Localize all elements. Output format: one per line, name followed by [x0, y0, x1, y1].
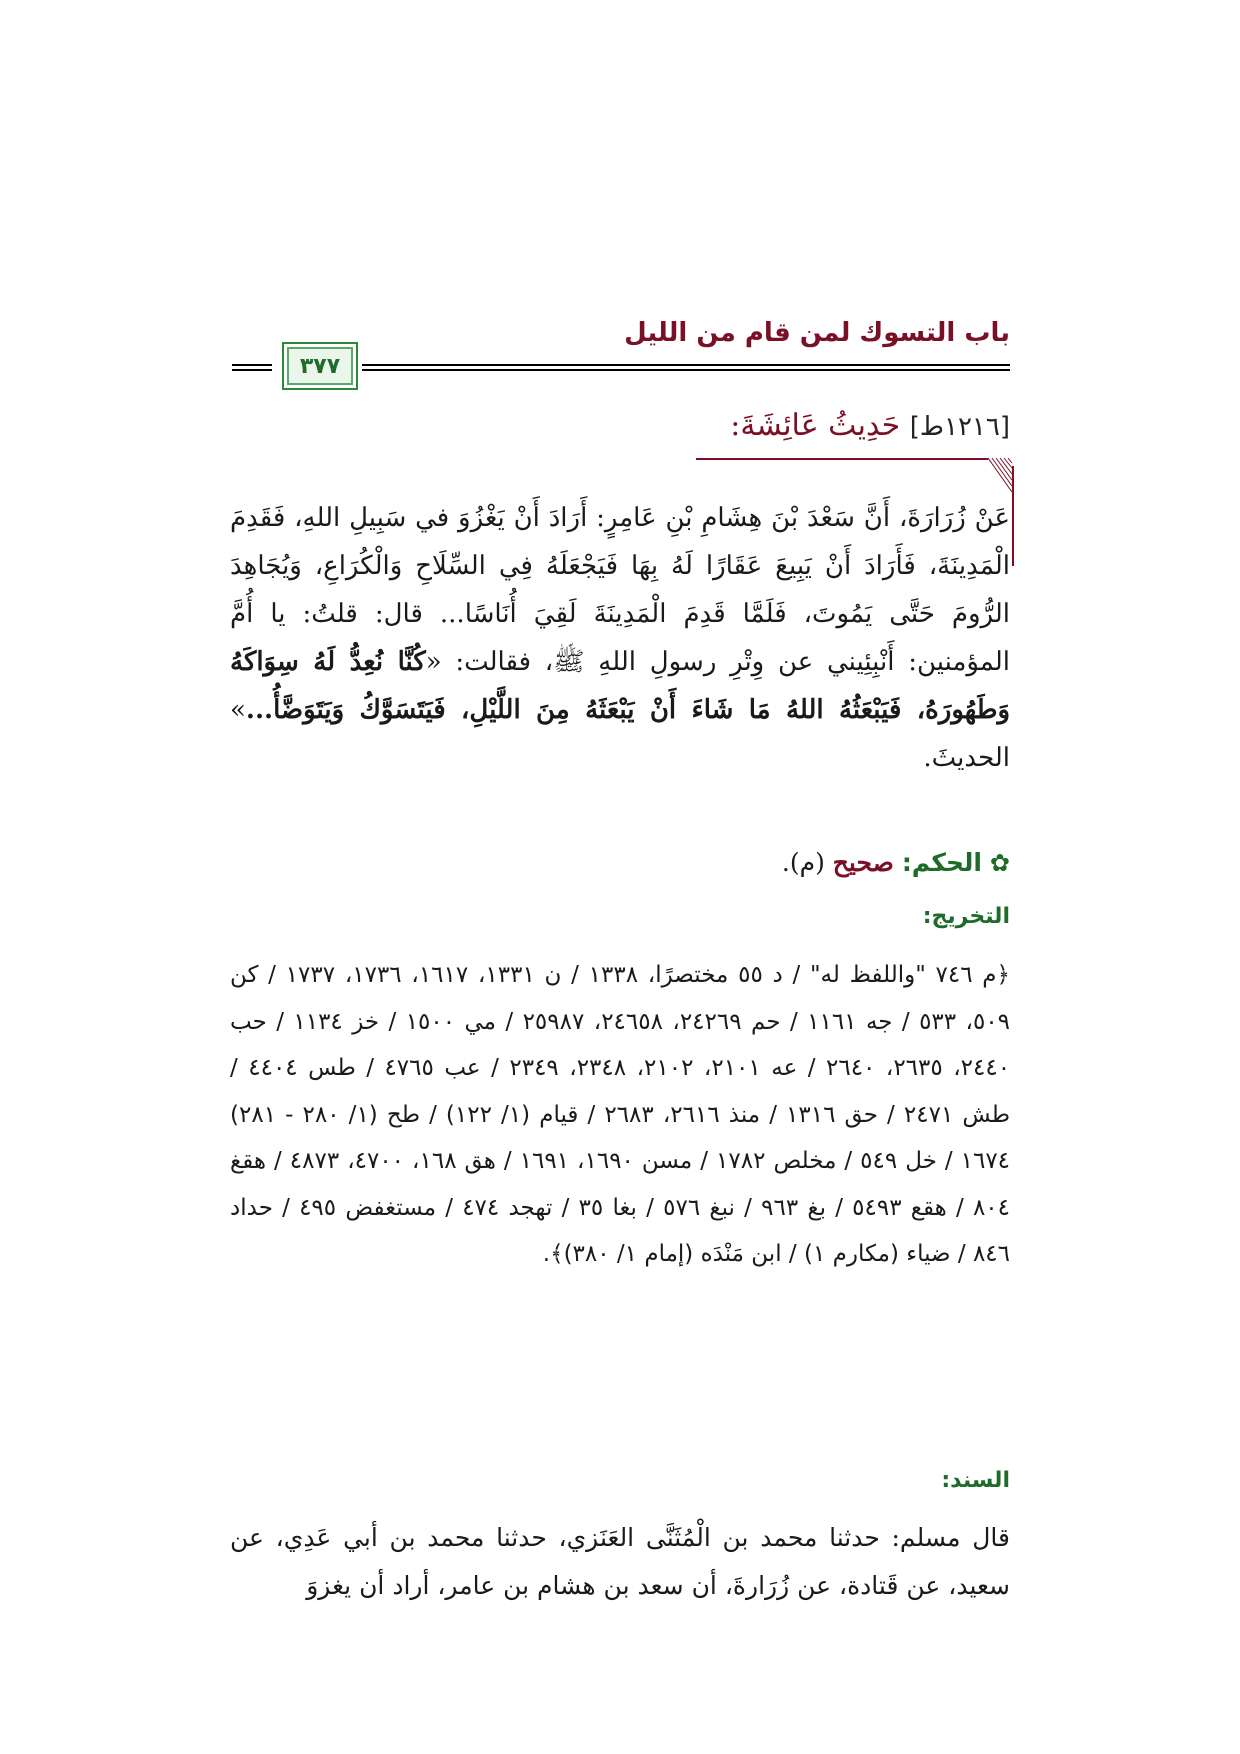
hadith-title: حَدِيثُ عَائِشَةَ:: [730, 408, 901, 443]
hadith-text-end: » الحديثَ.: [230, 695, 1010, 773]
header-rule-right: [362, 364, 1010, 371]
hadith-text: [230, 494, 1010, 782]
header-rule-left: [232, 364, 272, 371]
hadith-text-plain: عَنْ زُرَارَةَ، أَنَّ سَعْدَ بْنَ هِشَامِ بْنِ عَامِرٍ: أَرَادَ أَنْ يَغْزُوَ في سَبِيلِ اللهِ، فَقَدِمَ الْمَدِينَةَ، فَأَرَادَ أَنْ يَبِيعَ عَقَارًا لَهُ بِهَا فَيَجْعَلَهُ فِي السِّلَاحِ وَالْكُرَاعِ، وَيُجَاهِدَ الرُّومَ حَتَّى يَمُوتَ، فَلَمَّا قَدِمَ الْمَدِينَةَ لَقِيَ أُنَاسًا... قال: قلتُ: يا أُمَّ المؤمنين: أَنْبِئِيني عن وِتْرِ رسولِ اللهِ ﷺ، فقالت: «: [230, 503, 1010, 677]
quote-top-rule: [696, 458, 988, 460]
takhrij-text: ﴿م ٧٤٦ "واللفظ له" / د ٥٥ مختصرًا، ١٣٣٨ / ن ١٣٣١، ١٦١٧، ١٧٣٦، ١٧٣٧ / كن ٥٠٩، ٥٣٣ / جه ١١٦١ / حم ٢٤٢٦٩، ٢٤٦٥٨، ٢٥٩٨٧ / مي ١٥٠٠ / خز ١١٣٤ / حب ٢٤٤٠، ٢٦٣٥، ٢٦٤٠ / عه ٢١٠١، ٢١٠٢، ٢٣٤٨، ٢٣٤٩ / عب ٤٧٦٥ / طس ٤٤٠٤ / طش ٢٤٧١ / حق ١٣١٦ / منذ ٢٦١٦، ٢٦٨٣ / قيام (١/ ١٢٢) / طح (١/ ٢٨٠ - ٢٨١) ١٦٧٤ / خل ٥٤٩ / مخلص ١٧٨٢ / مسن ١٦٩٠، ١٦٩١ / هق ١٦٨، ٤٧٠٠، ٤٨٧٣ / هقغ ٨٠٤ / هقع ٥٤٩٣ / بغ ٩٦٣ / نبغ ٥٧٦ / بغا ٣٥ / تهجد ٤٧٤ / مستغفض ٤٩٥ / حداد ٨٤٦ / ضياء (مكارم ١) / ابن مَنْدَه (إمام ١/ ٣٨٠)﴾.: [230, 962, 1011, 1267]
hukm-suffix: (م).: [781, 848, 825, 877]
page-number-badge: [282, 342, 358, 390]
page-number: ٣٧٧: [299, 353, 341, 379]
hukm-label: الحكم:: [901, 848, 982, 877]
hadith-text-bold: كُنَّا نُعِدُّ لَهُ سِوَاكَهُ وَطَهُورَهُ، فَيَبْعَثُهُ اللهُ مَا شَاءَ أَنْ يَبْعَثَهُ مِنَ اللَّيْلِ، فَيَتَسَوَّكُ وَيَتَوَضَّأُ...: [230, 647, 1010, 725]
takhrij-label: التخريج:: [922, 904, 1010, 929]
flower-ornament-icon: ✿: [989, 849, 1010, 877]
hadith-number: [١٢١٦ط]: [909, 412, 1010, 442]
chapter-title: باب التسوك لمن قام من الليل: [624, 318, 1010, 348]
quote-side-rule: [1012, 466, 1014, 566]
hadith-heading: [730, 408, 1010, 443]
sanad-text: قال مسلم: حدثنا محمد بن الْمُثَنَّى العَنَزي، حدثنا محمد بن أبي عَدِي، عن سعيد، عن قَتادة، عن زُرَارةَ، أن سعد بن هشام بن عامر، أراد أن يغزوَ: [230, 1523, 1010, 1600]
sanad-label: السند:: [941, 1468, 1010, 1493]
hukm-line: [782, 848, 1010, 877]
hukm-value: صحيح: [832, 848, 894, 877]
